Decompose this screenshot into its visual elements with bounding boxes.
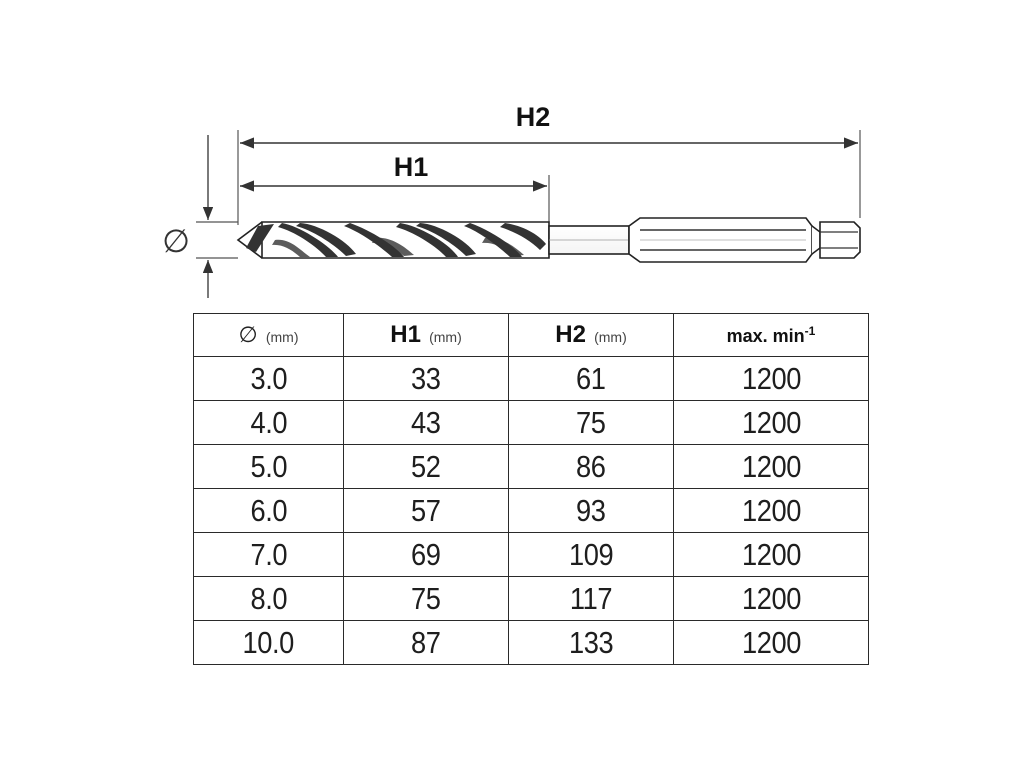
diameter-cell-value: 4.0 <box>250 404 287 440</box>
h2-cell <box>509 445 674 489</box>
h2-cell-value: 61 <box>576 360 606 396</box>
max-speed-cell-value: 1200 <box>741 404 801 440</box>
h1-dimension-label: H1 <box>393 152 429 182</box>
h1-cell-value: 57 <box>411 492 441 528</box>
h1-header-unit: (mm) <box>429 329 462 345</box>
h2-header-label: H2 <box>555 321 586 348</box>
diameter-cell-value: 7.0 <box>250 536 287 572</box>
max-speed-cell <box>674 533 869 577</box>
table-row <box>194 621 869 665</box>
speed-header-label <box>726 323 816 346</box>
h1-cell <box>344 445 509 489</box>
h2-cell <box>509 621 674 665</box>
diameter-header-unit: (mm) <box>265 329 299 345</box>
h2-cell <box>509 489 674 533</box>
h1-cell <box>344 357 509 401</box>
h2-cell-value: 133 <box>568 624 614 660</box>
table-row <box>194 445 869 489</box>
drill-spec-table <box>193 313 869 665</box>
h2-cell <box>509 357 674 401</box>
h1-cell <box>344 577 509 621</box>
diameter-cell-value: 6.0 <box>250 492 287 528</box>
max-speed-cell-value: 1200 <box>741 360 801 396</box>
h1-cell <box>344 533 509 577</box>
max-speed-cell <box>674 489 869 533</box>
diameter-cell <box>194 621 344 665</box>
table-header-row <box>194 314 869 357</box>
h1-cell-value: 87 <box>411 624 441 660</box>
h2-cell <box>509 577 674 621</box>
h1-cell-value: 75 <box>411 580 441 616</box>
h2-cell-value: 86 <box>576 448 606 484</box>
h2-cell-value: 117 <box>569 580 613 616</box>
bit-groove <box>812 226 820 254</box>
max-speed-cell-value: 1200 <box>741 536 801 572</box>
h2-cell <box>509 533 674 577</box>
table-row <box>194 489 869 533</box>
h1-cell-value: 69 <box>411 536 441 572</box>
max-speed-cell <box>674 577 869 621</box>
speed-header-exponent: -1 <box>804 323 816 338</box>
h2-cell <box>509 401 674 445</box>
header-max-speed <box>674 314 869 357</box>
speed-header-text: max. min <box>726 325 805 346</box>
h2-dimension-label: H2 <box>515 102 551 132</box>
h2-header-unit: (mm) <box>594 329 627 345</box>
diameter-cell <box>194 357 344 401</box>
h1-cell <box>344 489 509 533</box>
h2-cell-value: 93 <box>576 492 606 528</box>
h1-header-label: H1 <box>390 321 421 348</box>
drill-bit-dimension-drawing <box>0 0 1024 310</box>
max-speed-cell <box>674 401 869 445</box>
diameter-header-symbol: ∅ <box>238 322 258 347</box>
table-row <box>194 401 869 445</box>
diameter-symbol: ∅ <box>162 222 190 260</box>
h2-cell-value: 75 <box>576 404 606 440</box>
diameter-cell <box>194 577 344 621</box>
max-speed-cell-value: 1200 <box>741 624 801 660</box>
table-row <box>194 577 869 621</box>
h1-cell <box>344 401 509 445</box>
max-speed-cell-value: 1200 <box>741 448 801 484</box>
header-diameter <box>194 314 344 357</box>
h2-cell-value: 109 <box>568 536 614 572</box>
diameter-cell <box>194 401 344 445</box>
table-body <box>194 357 869 665</box>
header-h2 <box>509 314 674 357</box>
diameter-cell-value: 8.0 <box>250 580 287 616</box>
h1-cell <box>344 621 509 665</box>
h1-cell-value: 52 <box>411 448 441 484</box>
hex-end <box>820 222 860 258</box>
table-row <box>194 533 869 577</box>
diameter-cell-value: 3.0 <box>250 360 287 396</box>
max-speed-cell-value: 1200 <box>741 492 801 528</box>
max-speed-cell <box>674 445 869 489</box>
diameter-cell-value: 5.0 <box>250 448 287 484</box>
h1-cell-value: 43 <box>411 404 441 440</box>
header-h1 <box>344 314 509 357</box>
diameter-cell <box>194 533 344 577</box>
diameter-cell <box>194 489 344 533</box>
max-speed-cell <box>674 357 869 401</box>
h1-cell-value: 33 <box>411 360 441 396</box>
table-row <box>194 357 869 401</box>
diameter-cell <box>194 445 344 489</box>
drill-bit <box>238 218 860 262</box>
max-speed-cell <box>674 621 869 665</box>
max-speed-cell-value: 1200 <box>741 580 801 616</box>
diameter-cell-value: 10.0 <box>242 624 295 660</box>
